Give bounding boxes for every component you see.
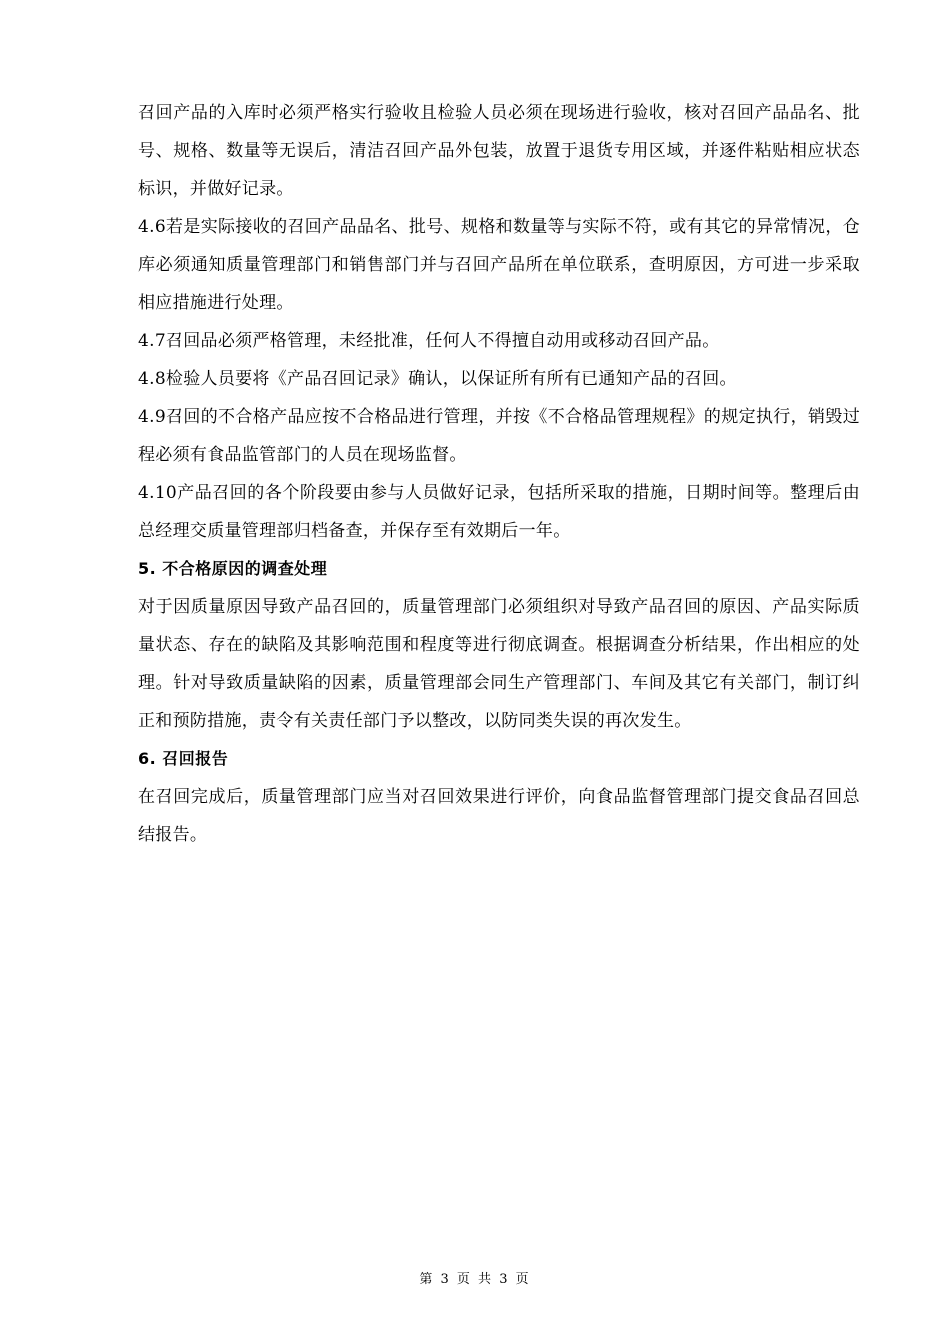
- paragraph-4-7: 4.7召回品必须严格管理，未经批准，任何人不得擅自动用或移动召回产品。: [138, 331, 720, 351]
- paragraph-4-8: 4.8检验人员要将《产品召回记录》确认，以保证所有所有已通知产品的召回。: [138, 369, 737, 389]
- paragraph-recall-intake: 召回产品的入库时必须严格实行验收且检验人员必须在现场进行验收，核对召回产品品名、批号、规格、数量等无误后，清洁召回产品外包装，放置于退货专用区域，并逐件粘贴相应状态标识，并做好记录。: [138, 103, 860, 199]
- paragraph-section-6: 在召回完成后，质量管理部门应当对召回效果进行评价，向食品监督管理部门提交食品召回总结报告。: [138, 787, 860, 845]
- page-footer: 第 3 页 共 3 页: [419, 1272, 531, 1287]
- section-heading-5: 5. 不合格原因的调查处理: [138, 559, 328, 578]
- paragraph-section-5: 对于因质量原因导致产品召回的，质量管理部门必须组织对导致产品召回的原因、产品实际质量状态、存在的缺陷及其影响范围和程度等进行彻底调查。根据调查分析结果，作出相应的处理。针对导致质量缺陷的因素，质量管理部会同生产管理部门、车间及其它有关部门，制订纠正和预防措施，责令有关责任部门予以整改，以防同类失误的再次发生。: [138, 597, 860, 731]
- paragraph-4-6: 4.6若是实际接收的召回产品品名、批号、规格和数量等与实际不符，或有其它的异常情况，仓库必须通知质量管理部门和销售部门并与召回产品所在单位联系，查明原因，方可进一步采取相应措施进行处理。: [138, 217, 860, 313]
- document-body: [138, 94, 860, 854]
- paragraph-4-10: 4.10产品召回的各个阶段要由参与人员做好记录，包括所采取的措施，日期时间等。整理后由总经理交质量管理部归档备查，并保存至有效期后一年。: [138, 483, 860, 541]
- paragraph-4-9: 4.9召回的不合格产品应按不合格品进行管理，并按《不合格品管理规程》的规定执行，销毁过程必须有食品监管部门的人员在现场监督。: [138, 407, 860, 465]
- section-heading-6: 6. 召回报告: [138, 749, 229, 768]
